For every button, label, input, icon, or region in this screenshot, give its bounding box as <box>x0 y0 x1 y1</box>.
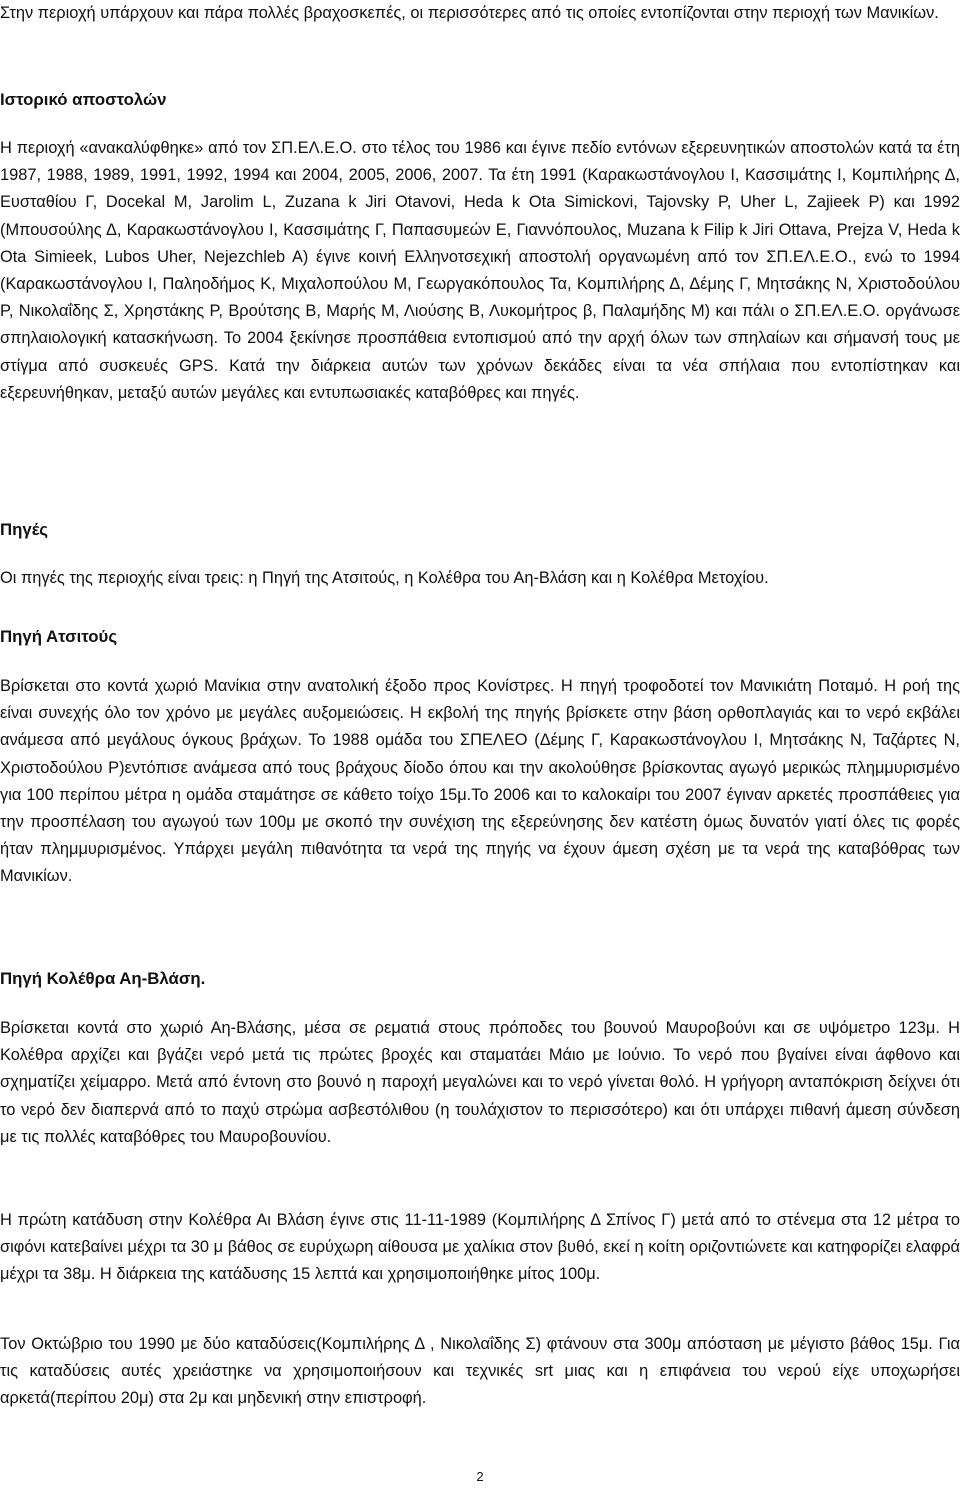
springs-paragraph: Οι πηγές της περιοχής είναι τρεις: η Πηγή της Ατσιτούς, η Κολέθρα του Αη-Βλάση και η Κολέθρα Μετοχίου. <box>0 569 769 587</box>
history-paragraph: Η περιοχή «ανακαλύφθηκε» από τον ΣΠ.ΕΛ.Ε.Ο. στο τέλος του 1986 και έγινε πεδίο εντόνων εξερευνητικών αποστολών κατά τα έτη 1987, 1988, 1989, 1991, 1992, 1994 και 2004, 2005, 2006, 2007. Τα έτη 1991 (Καρακωστάνογλου Ι, Κασσιμάτης Ι, Κομπιλήρης Δ, Ευσταθίου Γ, Docekal M, Jarolim L, Zuzana k Jiri Otavovi, Heda k Ota Simickovi, Tajovsky P, Uher L, Zajieek P) και 1992 (Μπουσούλης Δ, Καρακωστάνογλου Ι, Κασσιμάτης Γ, Παπασυμεών Ε, Γιαννόπουλος, Muzana k Filip k Jiri Ottava, Prejza V, Heda k Ota Simieek, Lubos Uher, Nejezchleb A) έγινε κοινή Ελληνοτσεχική αποστολή οργανωμένη από τον ΣΠ.ΕΛ.Ε.Ο., ενώ το 1994 (Καρακωστάνογλου Ι, Παληοδήμος Κ, Μιχαλοπούλου Μ, Γεωργακόπουλος Τα, Κομπιλήρης Δ, Δέμης Γ, Μητσάκης Ν, Χριστοδούλου Ρ, Νικολαΐδης Σ, Χρηστάκης Ρ, Βρούτσης Β, Μαρής Μ, Λιούσης Β, Λυκομήτρος β, Παλαμήδης Μ) και πάλι ο ΣΠ.ΕΛ.Ε.Ο. οργάνωσε σπηλαιολογική κατασκήνωση. Το 2004 ξεκίνησε προσπάθεια εντοπισμού από την αρχή όλων των σπηλαίων και σήμανσή τους με στίγμα από συσκευές GPS. Κατά την διάρκεια αυτών των χρόνων δεκάδες είναι τα νέα σπήλαια που εντοπίστηκαν και εξερευνήθηκαν, μεταξύ αυτών μεγάλες και εντυπωσιακές καταβόθρες και πηγές. <box>0 139 960 402</box>
kolethra-paragraph-3: Τον Οκτώβριο του 1990 με δύο καταδύσεις(Κομπιλήρης Δ , Νικολαΐδης Σ) φτάνουν στα 300μ απόσταση με μέγιστο βάθος 15μ. Για τις καταδύσεις αυτές χρειάστηκε να χρησιμοποιήσουν και τεχνικές srt μιας και η επιφάνεια του νερού είχε υποχωρήσει αρκετά(περίπου 20μ) στα 2μ και μηδενική στην επιστροφή. <box>0 1335 960 1408</box>
atsitous-paragraph: Βρίσκεται στο κοντά χωριό Μανίκια στην ανατολική έξοδο προς Κονίστρες. Η πηγή τροφοδοτεί τον Μανικιάτη Ποταμό. Η ροή της είναι συνεχής όλο τον χρόνο με μεγάλες αυξομειώσεις. Η εκβολή της πηγής βρίσκετε στην βάση ορθοπλαγιάς και το νερό εκβάλει ανάμεσα από μεγάλους όγκους βράχων. Το 1988 ομάδα του ΣΠΕΛΕΟ (Δέμης Γ, Καρακωστάνογλου Ι, Μητσάκης Ν, Ταζάρτες Ν, Χριστοδούλου Ρ)εντόπισε ανάμεσα από τους βράχους δίοδο όπου και την ακολούθησε βρίσκοντας αγωγό μερικώς πλημμυρισμένο για 100 περίπου μέτρα η ομάδα σταμάτησε σε κάθετο τοίχο 15μ.Το 2006 και το καλοκαίρι του 2007 έγιναν αρκετές προσπάθειες για την προσπέλαση του αγωγού των 100μ με σκοπό την συνέχιση της εξερεύνησης δεν κατέστη όμως δυνατόν γιατί όλες τις φορές ήταν πλημμυρισμένος. Υπάρχει μεγάλη πιθανότητα τα νερά της πηγής να έχουν άμεση σχέση με τα νερά της καταβόθρας των Μανικίων. <box>0 677 960 886</box>
history-heading: Ιστορικό αποστολών <box>0 90 167 109</box>
kolethra-paragraph-1: Βρίσκεται κοντά στο χωριό Αη-Βλάσης, μέσα σε ρεματιά στους πρόποδες του βουνού Μαυροβούνι και σε υψόμετρο 123μ. Η Κολέθρα αρχίζει και βγάζει νερό μετά τις πρώτες βροχές και σταματάει Μάιο με Ιούνιο. Το νερό που βγαίνει είναι άφθονο και σχηματίζει χείμαρρο. Μετά από έντονη στο βουνό η παροχή μεγαλώνει και το νερό γίνεται θολό. Η γρήγορη ανταπόκριση δείχνει ότι το νερό δεν διαπερνά από το παχύ στρώμα ασβεστόλιθου (η τουλάχιστον το περισσότερο) και ότι υπάρχει πιθανή άμεση σύνδεση με τις πολλές καταβόθρες του Μαυροβουνίου. <box>0 1019 960 1146</box>
springs-heading: Πηγές <box>0 520 49 539</box>
kolethra-paragraph-2: Η πρώτη κατάδυση στην Κολέθρα Αι Βλάση έγινε στις 11-11-1989 (Κομπιλήρης Δ Σπίνος Γ) μετά από το στένεμα στα 12 μέτρα το σιφόνι κατεβαίνει μέχρι τα 30 μ βάθος σε ευρύχωρη αίθουσα με χαλίκια στον βυθό, εκεί η κοίτη οριζοντιώνετε και κατηφορίζει ελαφρά μέχρι τα 38μ. Η διάρκεια της κατάδυσης 15 λεπτά και χρησιμοποιήθηκε μίτος 100μ. <box>0 1211 960 1284</box>
kolethra-heading: Πηγή Κολέθρα Αη-Βλάση. <box>0 969 206 988</box>
page-number: 2 <box>476 1469 484 1484</box>
atsitous-heading: Πηγή Ατσιτούς <box>0 627 118 646</box>
intro-paragraph: Στην περιοχή υπάρχουν και πάρα πολλές βραχοσκεπές, οι περισσότερες από τις οποίες εντοπίζονται στην περιοχή των Μανικίων. <box>0 4 939 22</box>
